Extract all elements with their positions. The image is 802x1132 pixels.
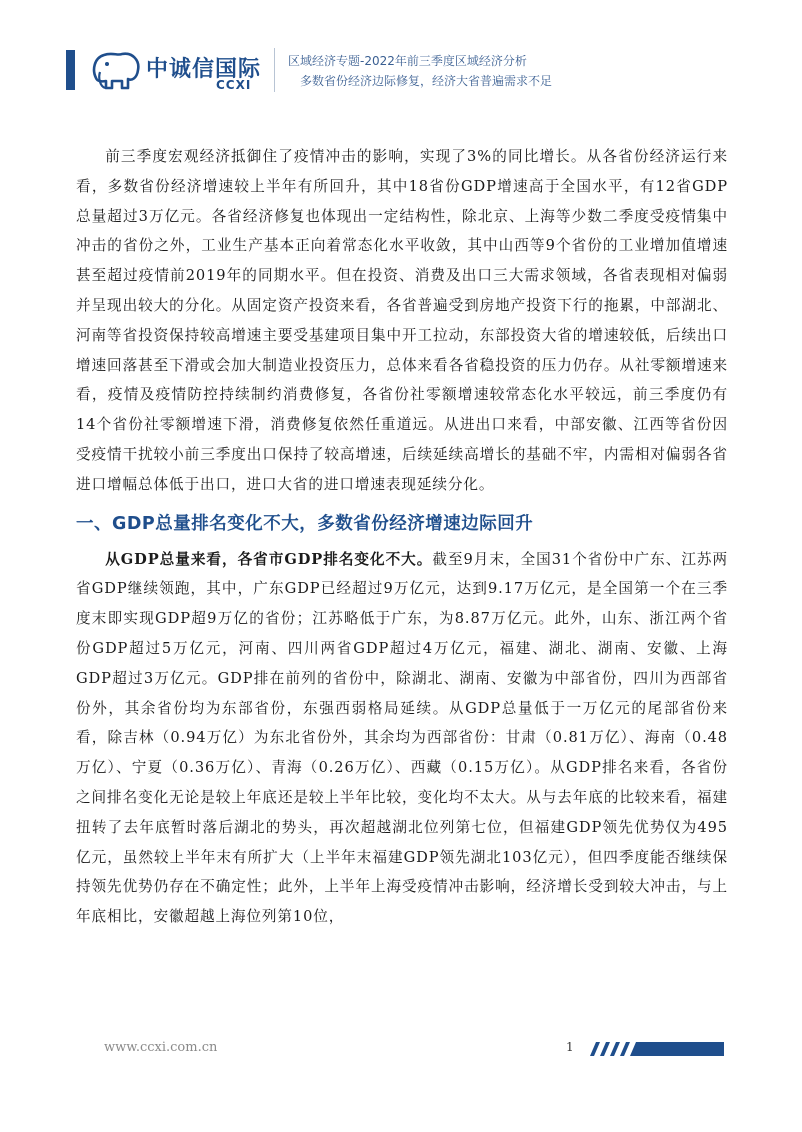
section-1-paragraph xyxy=(76,545,728,932)
report-subtitle: 多数省份经济边际修复，经济大省普遍需求不足 xyxy=(300,74,553,88)
footer-stripe-decoration xyxy=(584,1042,724,1056)
ccxi-logo xyxy=(88,48,268,94)
header-divider xyxy=(274,48,275,92)
report-title: 区域经济专题-2022年前三季度区域经济分析 xyxy=(288,54,527,68)
section-1-text: 截至9月末，全国31个省份中广东、江苏两省GDP继续领跑，其中，广东GDP已经超过9万亿元，达到9.17万亿元，是全国第一个在三季度末即实现GDP超9万亿的省份；江苏略低于广东，为8.87万亿元。此外，山东、浙江两个省份GDP超过5万亿元，河南、四川两省GDP超过4万亿元，福建、湖北、湖南、安徽、上海GDP超过3万亿元。GDP排在前列的省份中，除湖北、湖南、安徽为中部省份，四川为西部省份外，其余省份均为东部省份，东强西弱格局延续。从GDP总量低于一万亿元的尾部省份来看，除吉林（0.94万亿）为东北省份外，其余均为西部省份：甘肃（0.81万亿）、海南（0.48万亿）、宁夏（0.36万亿）、青海（0.26万亿）、西藏（0.15万亿）。从GDP排名来看，各省份之间排名变化无论是较上年底还是较上半年比较，变化均不太大。从与去年底的比较来看，福建扭转了去年底暂时落后湖北的势头，再次超越湖北位列第七位，但福建GDP领先优势仅为495亿元，虽然较上半年末有所扩大（上半年末福建GDP领先湖北103亿元），但四季度能否继续保持领先优势仍存在不确定性；此外，上半年上海受疫情冲击影响，经济增长受到较大冲击，与上年底相比，安徽超越上海位列第10位， xyxy=(76,550,728,926)
section-1-heading: 一、GDP总量排名变化不大，多数省份经济增速边际回升 xyxy=(76,513,534,534)
footer-website-link[interactable]: www.ccxi.com.cn xyxy=(104,1040,218,1055)
intro-paragraph: 前三季度宏观经济抵御住了疫情冲击的影响，实现了3%的同比增长。从各省份经济运行来看，多数省份经济增速较上半年有所回升，其中18省份GDP增速高于全国水平，有12省GDP总量超过3万亿元。各省经济修复也体现出一定结构性，除北京、上海等少数二季度受疫情集中冲击的省份之外，工业生产基本正向着常态化水平收敛，其中山西等9个省份的工业增加值增速甚至超过疫情前2019年的同期水平。但在投资、消费及出口三大需求领域，各省表现相对偏弱并呈现出较大的分化。从固定资产投资来看，各省普遍受到房地产投资下行的拖累，中部湖北、河南等省投资保持较高增速主要受基建项目集中开工拉动，东部投资大省的增速较低，后续出口增速回落甚至下滑或会加大制造业投资压力，总体来看各省稳投资的压力仍存。从社零额增速来看，疫情及疫情防控持续制约消费修复，各省份社零额增速较常态化水平较远，前三季度仍有14个省份社零额增速下滑，消费修复依然任重道远。从进出口来看，中部安徽、江西等省份因受疫情干扰较小前三季度出口保持了较高增速，后续延续高增长的基础不牢，内需相对偏弱各省进口增幅总体低于出口，进口大省的进口增速表现延续分化。 xyxy=(76,148,728,493)
main-content xyxy=(76,142,728,932)
header-accent-bar xyxy=(66,50,75,90)
page-footer xyxy=(0,1030,802,1070)
page-number: 1 xyxy=(566,1040,574,1054)
logo-chinese-text: 中诚信国际 xyxy=(146,57,262,82)
section-1-lead: 从GDP总量来看，各省市GDP排名变化不大。 xyxy=(105,550,433,568)
elephant-logo-icon xyxy=(88,48,144,94)
logo-english-text: CCXI xyxy=(216,78,252,92)
page-header xyxy=(0,0,802,100)
